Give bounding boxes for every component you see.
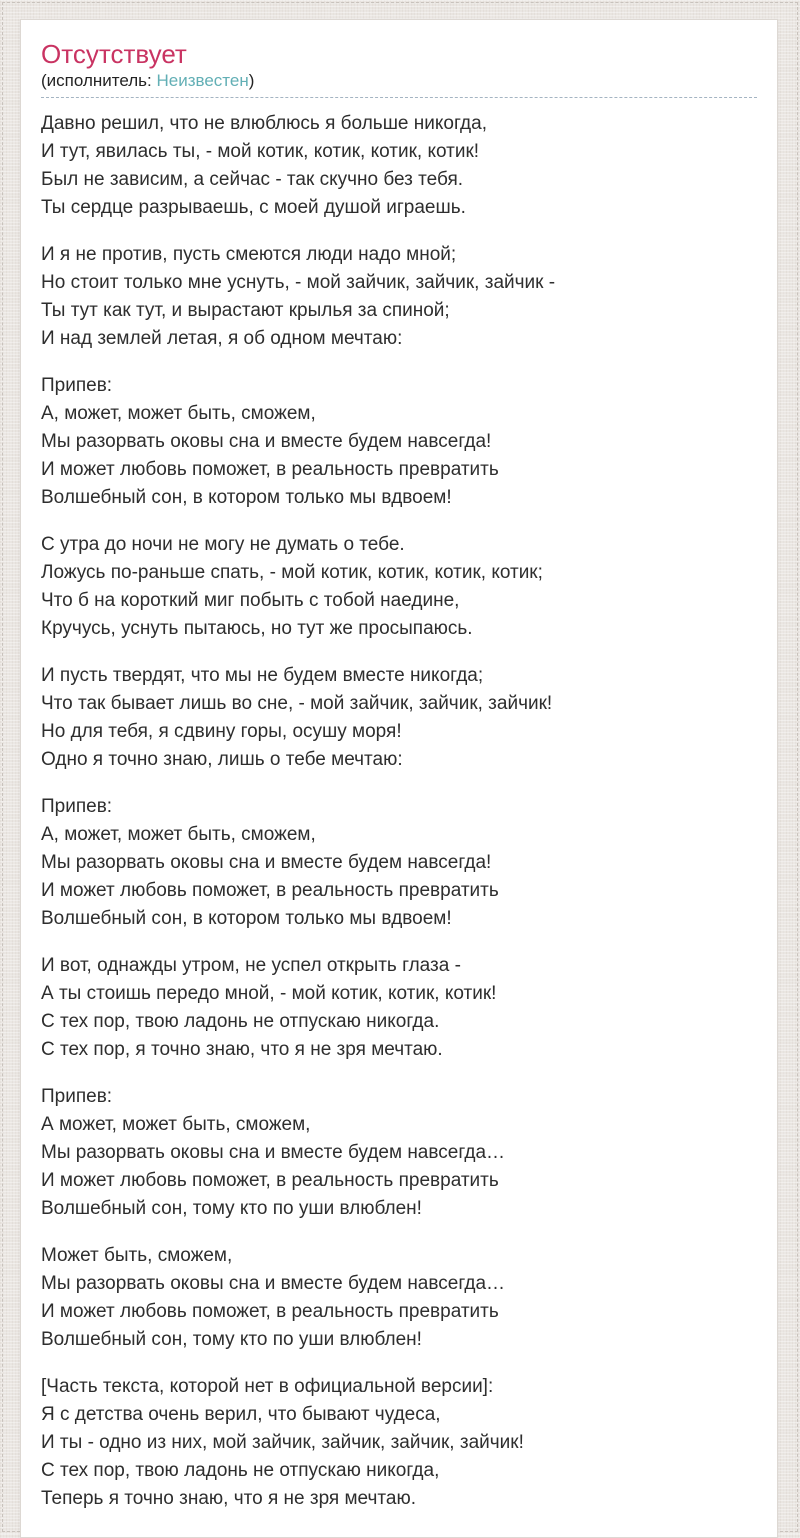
artist-label-suffix: ): [248, 70, 255, 90]
stanza: [Часть текста, которой нет в официальной версии]: Я с детства очень верил, что бывают чудеса, И ты - одно из них, мой зайчик, зайчик, зайчик, зайчик! С тех пор, твою ладонь не отпускаю никогда, Теперь я точно знаю, что я не зря мечтаю.: [41, 1376, 524, 1510]
stanza: И я не против, пусть смеются люди надо мной; Но стоит только мне уснуть, - мой зайчик, зайчик, зайчик - Ты тут как тут, и вырастают крылья за спиной; И над землей летая, я об одном мечтаю:: [41, 244, 556, 350]
stanza: Припев: А, может, может быть, сможем, Мы разорвать оковы сна и вместе будем навсегда! И может любовь поможет, в реальность превратить Волшебный сон, в котором только мы вдвоем!: [41, 796, 499, 930]
content-card: [20, 19, 778, 1538]
stanza: С утра до ночи не могу не думать о тебе. Ложусь по-раньше спать, - мой котик, котик, котик, котик; Что б на короткий миг побыть с тобой наедине, Кручусь, уснуть пытаюсь, но тут же просыпаюсь.: [41, 534, 543, 640]
stanza: Может быть, сможем, Мы разорвать оковы сна и вместе будем навсегда… И может любовь поможет, в реальность превратить Волшебный сон, тому кто по уши влюблен!: [41, 1245, 506, 1351]
stanza: И вот, однажды утром, не успел открыть глаза - А ты стоишь передо мной, - мой котик, котик, котик! С тех пор, твою ладонь не отпускаю никогда. С тех пор, я точно знаю, что я не зря мечтаю.: [41, 955, 497, 1061]
stanza: И пусть твердят, что мы не будем вместе никогда; Что так бывает лишь во сне, - мой зайчик, зайчик, зайчик! Но для тебя, я сдвину горы, осушу моря! Одно я точно знаю, лишь о тебе мечтаю:: [41, 665, 553, 771]
artist-label-prefix: (исполнитель:: [41, 70, 157, 90]
artist-link[interactable]: Неизвестен: [156, 70, 249, 90]
song-title: Отсутствует: [41, 39, 187, 69]
stanza: Давно решил, что не влюблюсь я больше никогда, И тут, явилась ты, - мой котик, котик, котик, котик! Был не зависим, а сейчас - так скучно без тебя. Ты сердце разрываешь, с моей душой играешь.: [41, 113, 487, 219]
artist-line: [41, 70, 757, 98]
stanza: Припев: А может, может быть, сможем, Мы разорвать оковы сна и вместе будем навсегда… И может любовь поможет, в реальность превратить Волшебный сон, тому кто по уши влюблен!: [41, 1086, 506, 1220]
lyrics: [41, 110, 757, 1513]
stanza: Припев: А, может, может быть, сможем, Мы разорвать оковы сна и вместе будем навсегда! И может любовь поможет, в реальность превратить Волшебный сон, в котором только мы вдвоем!: [41, 375, 499, 509]
